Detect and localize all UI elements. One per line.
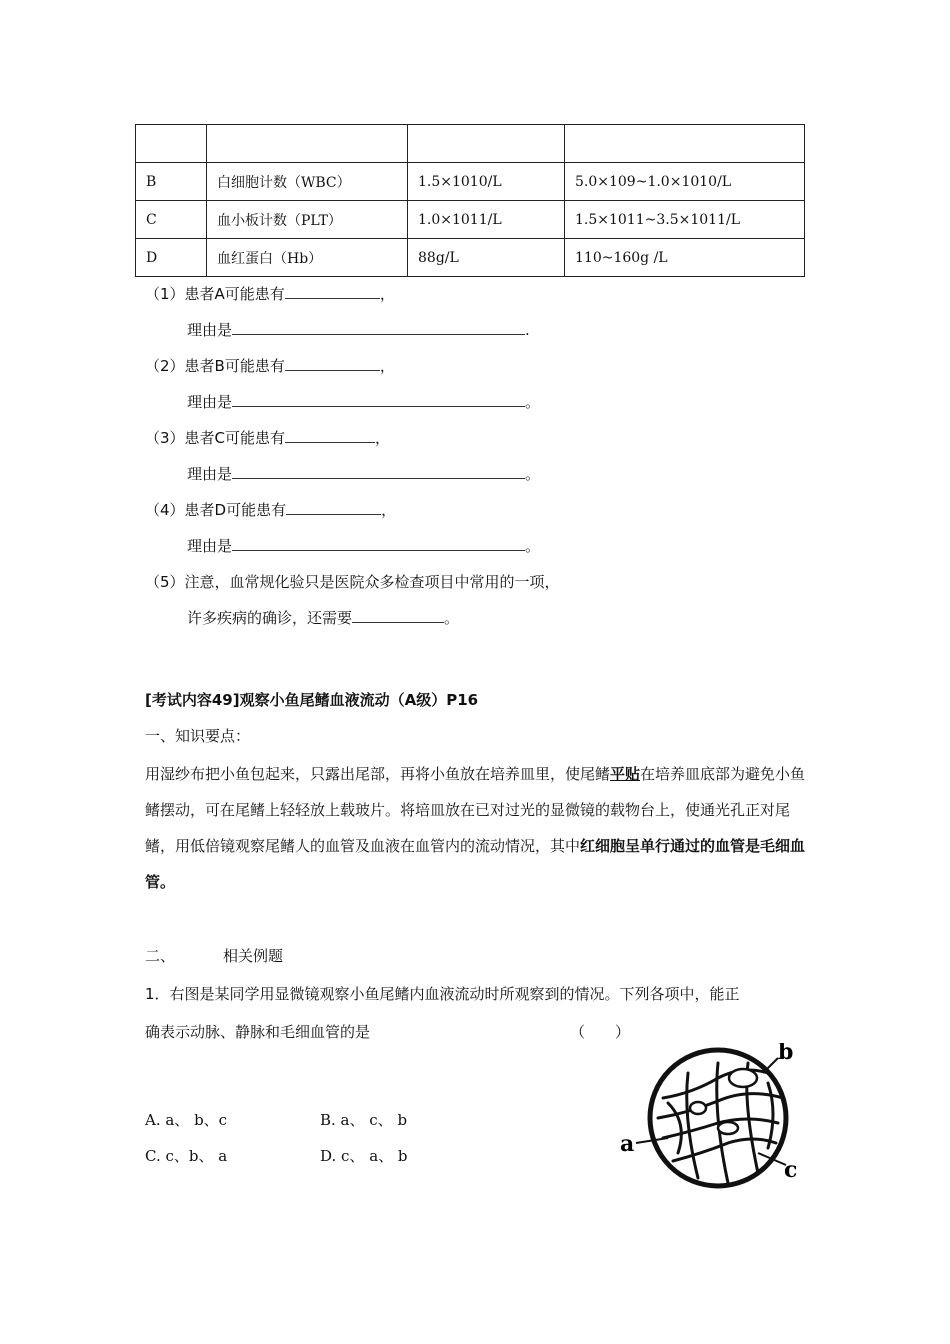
answer-blank[interactable]	[352, 608, 444, 623]
question-4-reason: 理由是 。	[187, 537, 541, 555]
section-heading: [考试内容49]观察小鱼尾鳍血液流动（A级）P16	[145, 691, 479, 709]
table-cell: 5.0×109~1.0×1010/L	[565, 163, 805, 201]
table-row	[136, 163, 805, 201]
table-cell: 血小板计数（PLT）	[207, 201, 408, 239]
reason-blank[interactable]	[232, 536, 525, 551]
example-1-line2: 确表示动脉、静脉和毛细血管的是 （ ）	[145, 1023, 631, 1041]
table-cell: 1.5×1011~3.5×1011/L	[565, 201, 805, 239]
table-cell: 1.5×1010/L	[408, 163, 565, 201]
table-cell	[136, 125, 207, 163]
answer-blank[interactable]	[285, 284, 380, 299]
question-1: （1）患者A可能患有 ，	[145, 285, 395, 303]
reason-blank[interactable]	[232, 392, 525, 407]
subheading-knowledge: 一、知识要点：	[145, 727, 251, 745]
question-5-line2: 许多疾病的确诊，还需要 。	[187, 609, 460, 627]
label-a: a	[620, 1131, 635, 1157]
answer-blank[interactable]	[286, 500, 381, 515]
table-cell: 88g/L	[408, 239, 565, 277]
reason-blank[interactable]	[232, 320, 525, 335]
answer-blank[interactable]	[285, 428, 375, 443]
table-cell	[565, 125, 805, 163]
table-cell: C	[136, 201, 207, 239]
question-3-reason: 理由是 。	[187, 465, 541, 483]
table-cell: 1.0×1011/L	[408, 201, 565, 239]
example-1-line1: 1．右图是某同学用显微镜观察小鱼尾鳍内血液流动时所观察到的情况。下列各项中，能正	[145, 985, 740, 1003]
fish-tail-microscope-figure	[618, 1043, 803, 1193]
reason-blank[interactable]	[232, 464, 525, 479]
option-c[interactable]: C. c、b、 a	[145, 1147, 228, 1165]
question-5: （5）注意，血常规化验只是医院众多检查项目中常用的一项，	[145, 573, 560, 591]
question-2-reason: 理由是 。	[187, 393, 541, 411]
answer-blank[interactable]	[285, 356, 380, 371]
question-3: （3）患者C可能患有 ，	[145, 429, 391, 447]
option-d[interactable]: D. c、 a、 b	[320, 1147, 408, 1165]
table-row	[136, 239, 805, 277]
table-cell: B	[136, 163, 207, 201]
table-cell: 白细胞计数（WBC）	[207, 163, 408, 201]
table-row	[136, 201, 805, 239]
answer-paren[interactable]: （ ）	[570, 1023, 631, 1041]
question-4: （4）患者D可能患有 ，	[145, 501, 397, 519]
table-row	[136, 125, 805, 163]
option-a[interactable]: A. a、 b、c	[145, 1111, 228, 1129]
question-2: （2）患者B可能患有 ，	[145, 357, 395, 375]
subheading-examples: 二、 相关例题	[145, 947, 284, 965]
table-cell	[207, 125, 408, 163]
option-b[interactable]: B. a、 c、 b	[320, 1111, 408, 1129]
pointer-b	[763, 1058, 778, 1073]
table-cell: 110~160g /L	[565, 239, 805, 277]
label-b: b	[778, 1043, 794, 1065]
label-c: c	[784, 1157, 798, 1183]
table-cell: D	[136, 239, 207, 277]
blood-test-table	[135, 124, 805, 277]
question-1-reason: 理由是 .	[187, 321, 530, 339]
table-cell	[408, 125, 565, 163]
knowledge-paragraph: 用湿纱布把小鱼包起来，只露出尾部，再将小鱼放在培养皿里，使尾鳍平贴在培养皿底部为避免小鱼鳍摆动，可在尾鳍上轻轻放上载玻片。将培皿放在已对过光的显微镜的载物台上，使通光孔正对尾鳍，用低倍镜观察尾鳍人的血管及血液在血管内的流动情况，其中红细胞呈单行通过的血管是毛细血管。	[145, 765, 806, 891]
table-cell: 血红蛋白（Hb）	[207, 239, 408, 277]
